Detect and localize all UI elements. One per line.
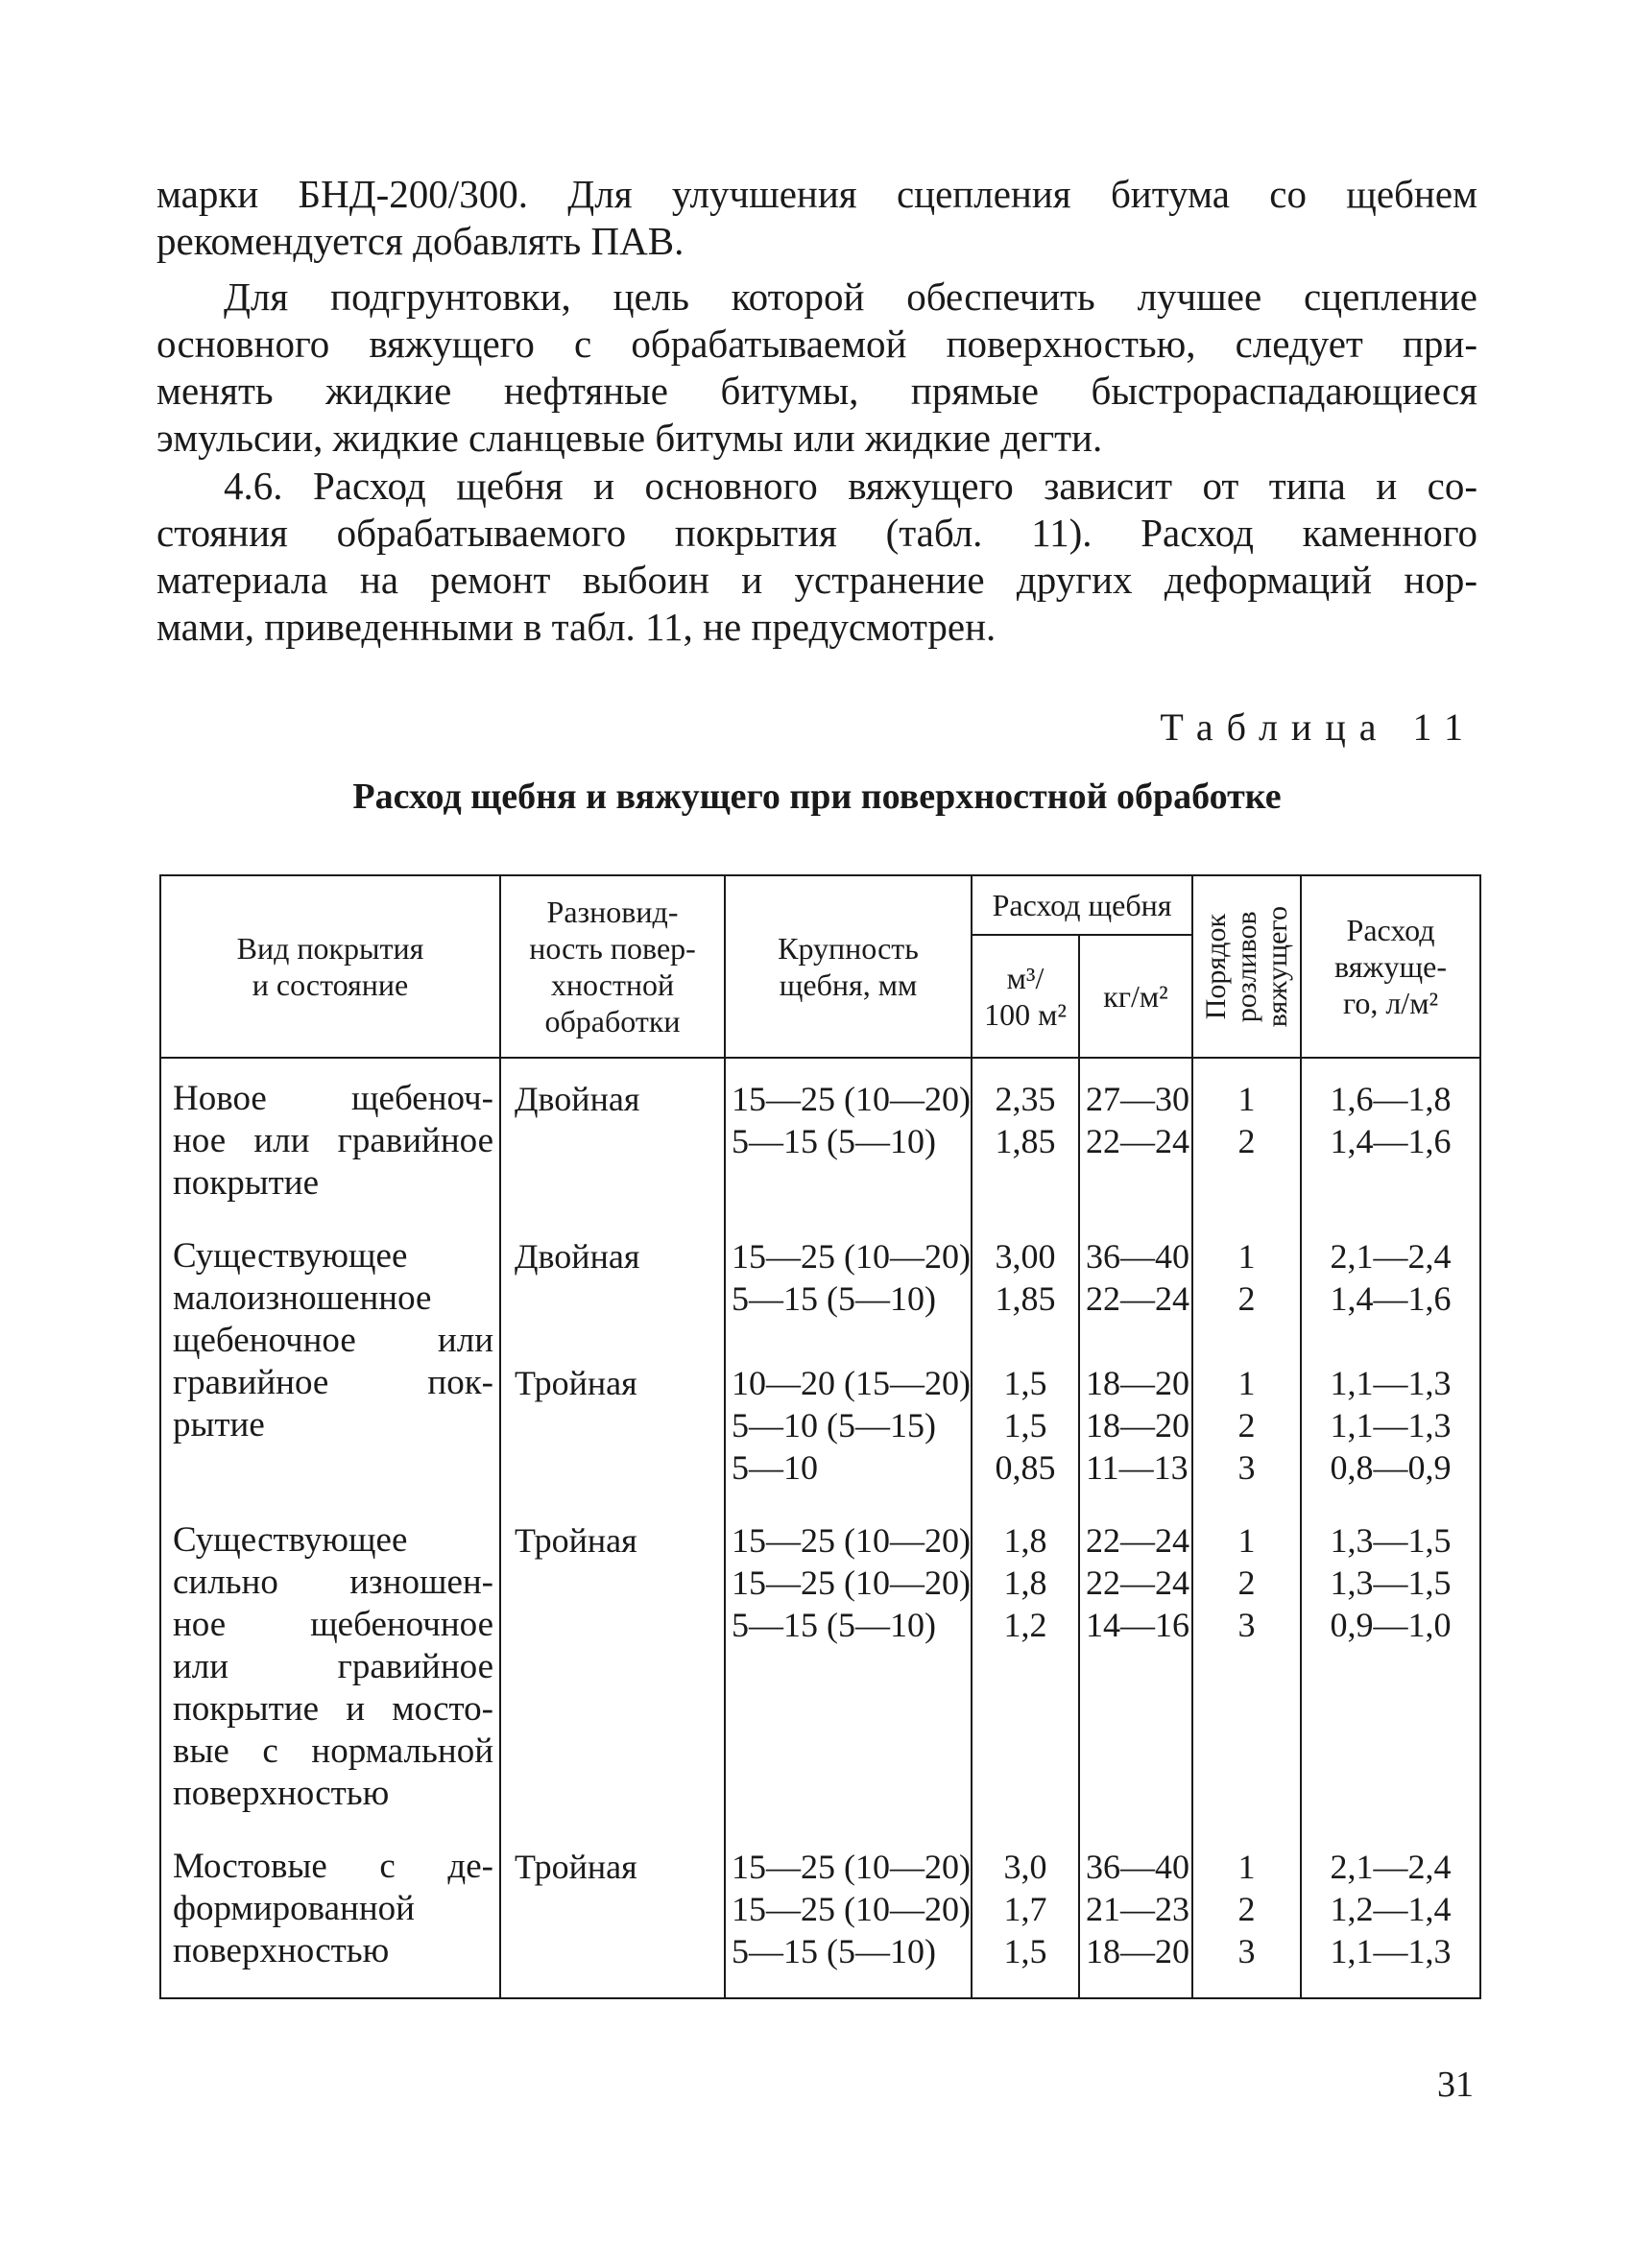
binder-consumption: 1,3—1,5 <box>1330 1564 1452 1602</box>
binder-consumption: 2,1—2,4 <box>1330 1848 1452 1886</box>
cover-description: Существующее малоизношенное щебеночное или гравийное пок- рытие <box>173 1236 493 1444</box>
binder-consumption: 2,1—2,4 <box>1330 1237 1452 1276</box>
table-row <box>160 1828 1480 1998</box>
cell-kind <box>500 1828 725 1998</box>
gravel-m3: 1,85 <box>995 1122 1056 1160</box>
binder-consumption: 0,8—0,9 <box>1330 1448 1452 1487</box>
gravel-m3: 3,00 <box>995 1237 1056 1276</box>
treatment-kind: Тройная <box>515 1521 637 1560</box>
binder-consumption: 1,1—1,3 <box>1330 1364 1452 1402</box>
pour-order: 2 <box>1237 1279 1256 1318</box>
gravel-size: 15—25 (10—20) <box>732 1080 971 1118</box>
treatment-kind: Двойная <box>515 1237 640 1276</box>
gravel-size: 5—10 (5—15) <box>732 1406 936 1444</box>
gravel-size: 15—25 (10—20) <box>732 1237 971 1276</box>
cell-cover <box>160 1828 500 1998</box>
binder-consumption: 1,1—1,3 <box>1330 1406 1452 1444</box>
table-title: Расход щебня и вяжущего при поверхностной обработке <box>352 776 1282 817</box>
cell-kg <box>1079 1502 1192 1828</box>
paragraph-1 <box>156 171 1477 265</box>
cell-order <box>1192 1218 1301 1502</box>
cell-kg <box>1079 1218 1192 1502</box>
gravel-size: 15—25 (10—20) <box>732 1564 971 1602</box>
treatment-kind: Двойная <box>515 1080 640 1118</box>
gravel-m3: 1,7 <box>1003 1890 1047 1928</box>
text-line: стояния обрабатываемого покрытия (табл. 11). Расход каменного <box>156 511 1477 555</box>
cover-description: Новое щебеноч- ное или гравийное покрытие <box>173 1079 493 1203</box>
gravel-m3: 1,8 <box>1003 1564 1047 1602</box>
header-order: Порядок розливов вяжущего <box>1192 875 1301 1058</box>
text-line: менять жидкие нефтяные битумы, прямые быстрораспадающиеся <box>156 369 1477 413</box>
cell-cover <box>160 1218 500 1502</box>
binder-consumption: 1,2—1,4 <box>1330 1890 1452 1928</box>
table-row <box>160 1058 1480 1218</box>
binder-consumption: 0,9—1,0 <box>1330 1606 1452 1644</box>
pour-order: 1 <box>1237 1364 1256 1402</box>
gravel-kg: 11—13 <box>1086 1448 1189 1487</box>
gravel-m3: 3,0 <box>1003 1848 1047 1886</box>
text-line: рекомендуется добавлять ПАВ. <box>156 219 684 263</box>
gravel-kg: 22—24 <box>1086 1279 1189 1318</box>
header-size: Крупность щебня, мм <box>725 875 972 1058</box>
gravel-size: 15—25 (10—20) <box>732 1848 971 1886</box>
text-line: материала на ремонт выбоин и устранение других деформаций нор- <box>156 558 1477 602</box>
table-row <box>160 1218 1480 1502</box>
cell-cover <box>160 1058 500 1218</box>
cell-kind <box>500 1218 725 1502</box>
gravel-size: 15—25 (10—20) <box>732 1890 971 1928</box>
pour-order: 3 <box>1237 1606 1256 1644</box>
gravel-kg: 21—23 <box>1086 1890 1189 1928</box>
cell-kg <box>1079 1058 1192 1218</box>
pour-order: 1 <box>1237 1080 1256 1118</box>
cell-size <box>725 1058 972 1218</box>
text-line: эмульсии, жидкие сланцевые битумы или жидкие дегти. <box>156 416 1103 460</box>
gravel-size: 5—15 (5—10) <box>732 1932 936 1970</box>
header-kind: Разновид- ность повер- хностной обработки <box>500 875 725 1058</box>
gravel-kg: 18—20 <box>1086 1932 1189 1970</box>
gravel-m3: 1,8 <box>1003 1521 1047 1560</box>
cell-binder <box>1301 1502 1480 1828</box>
cell-cover <box>160 1502 500 1828</box>
gravel-size: 5—15 (5—10) <box>732 1606 936 1644</box>
cell-order <box>1192 1828 1301 1998</box>
pour-order: 1 <box>1237 1237 1256 1276</box>
gravel-m3: 2,35 <box>995 1080 1056 1118</box>
cell-m3 <box>972 1218 1079 1502</box>
pour-order: 2 <box>1237 1564 1256 1602</box>
binder-consumption: 1,4—1,6 <box>1330 1279 1452 1318</box>
gravel-kg: 36—40 <box>1086 1848 1189 1886</box>
text-line: основного вяжущего с обрабатываемой поверхностью, следует при- <box>156 322 1477 366</box>
text-line: 4.6. Расход щебня и основного вяжущего зависит от типа и со- <box>224 464 1477 508</box>
treatment-kind: Тройная <box>515 1848 637 1886</box>
pour-order: 1 <box>1237 1521 1256 1560</box>
text-line: мами, приведенными в табл. 11, не предусмотрен. <box>156 605 997 649</box>
cover-description: Мостовые с де- формированной поверхностью <box>173 1847 493 1970</box>
text-line: Для подгрунтовки, цель которой обеспечить лучшее сцепление <box>224 275 1477 319</box>
header-binder: Расход вяжуще- го, л/м² <box>1301 875 1480 1058</box>
gravel-kg: 22—24 <box>1086 1122 1189 1160</box>
gravel-m3: 1,5 <box>1003 1406 1047 1444</box>
binder-consumption: 1,4—1,6 <box>1330 1122 1452 1160</box>
gravel-kg: 22—24 <box>1086 1521 1189 1560</box>
cell-m3 <box>972 1828 1079 1998</box>
pour-order: 3 <box>1237 1932 1256 1970</box>
cell-kind <box>500 1502 725 1828</box>
gravel-m3: 1,5 <box>1003 1364 1047 1402</box>
header-cover: Вид покрытия и состояние <box>160 875 500 1058</box>
gravel-size: 10—20 (15—20) <box>732 1364 971 1402</box>
pour-order: 2 <box>1237 1406 1256 1444</box>
gravel-size: 5—15 (5—10) <box>732 1279 936 1318</box>
gravel-kg: 18—20 <box>1086 1364 1189 1402</box>
cell-order <box>1192 1058 1301 1218</box>
header-kg: кг/м² <box>1079 935 1192 1058</box>
gravel-kg: 18—20 <box>1086 1406 1189 1444</box>
paragraph-2 <box>156 274 1477 462</box>
cell-order <box>1192 1502 1301 1828</box>
consumption-table <box>159 874 1481 1999</box>
cell-kg <box>1079 1828 1192 1998</box>
cell-size <box>725 1502 972 1828</box>
cover-description: Существующее сильно изношен- ное щебеночное или гравийное покрытие и мосто- вые с нормальной поверхностью <box>173 1520 493 1813</box>
gravel-m3: 1,85 <box>995 1279 1056 1318</box>
binder-consumption: 1,6—1,8 <box>1330 1080 1452 1118</box>
table-row <box>160 1502 1480 1828</box>
gravel-kg: 14—16 <box>1086 1606 1189 1644</box>
paragraph-3 <box>156 463 1477 651</box>
cell-binder <box>1301 1218 1480 1502</box>
cell-size <box>725 1828 972 1998</box>
gravel-kg: 36—40 <box>1086 1237 1189 1276</box>
gravel-size: 15—25 (10—20) <box>732 1521 971 1560</box>
pour-order: 1 <box>1237 1848 1256 1886</box>
cell-binder <box>1301 1828 1480 1998</box>
table-number: Таблица 11 <box>1160 705 1477 749</box>
treatment-kind: Тройная <box>515 1364 637 1402</box>
gravel-m3: 0,85 <box>995 1448 1056 1487</box>
cell-m3 <box>972 1058 1079 1218</box>
gravel-kg: 27—30 <box>1086 1080 1189 1118</box>
header-consumption: Расход щебня <box>972 875 1192 935</box>
gravel-m3: 1,2 <box>1003 1606 1047 1644</box>
page-number: 31 <box>1437 2065 1474 2105</box>
pour-order: 2 <box>1237 1122 1256 1160</box>
gravel-size: 5—10 <box>732 1448 818 1487</box>
cell-binder <box>1301 1058 1480 1218</box>
cell-kind <box>500 1058 725 1218</box>
binder-consumption: 1,1—1,3 <box>1330 1932 1452 1970</box>
text-line: марки БНД-200/300. Для улучшения сцепления битума со щебнем <box>156 172 1477 216</box>
pour-order: 2 <box>1237 1890 1256 1928</box>
gravel-size: 5—15 (5—10) <box>732 1122 936 1160</box>
cell-m3 <box>972 1502 1079 1828</box>
gravel-m3: 1,5 <box>1003 1932 1047 1970</box>
gravel-kg: 22—24 <box>1086 1564 1189 1602</box>
table-body <box>160 1058 1480 1998</box>
pour-order: 3 <box>1237 1448 1256 1487</box>
header-m3: м³/ 100 м² <box>972 935 1079 1058</box>
binder-consumption: 1,3—1,5 <box>1330 1521 1452 1560</box>
cell-size <box>725 1218 972 1502</box>
